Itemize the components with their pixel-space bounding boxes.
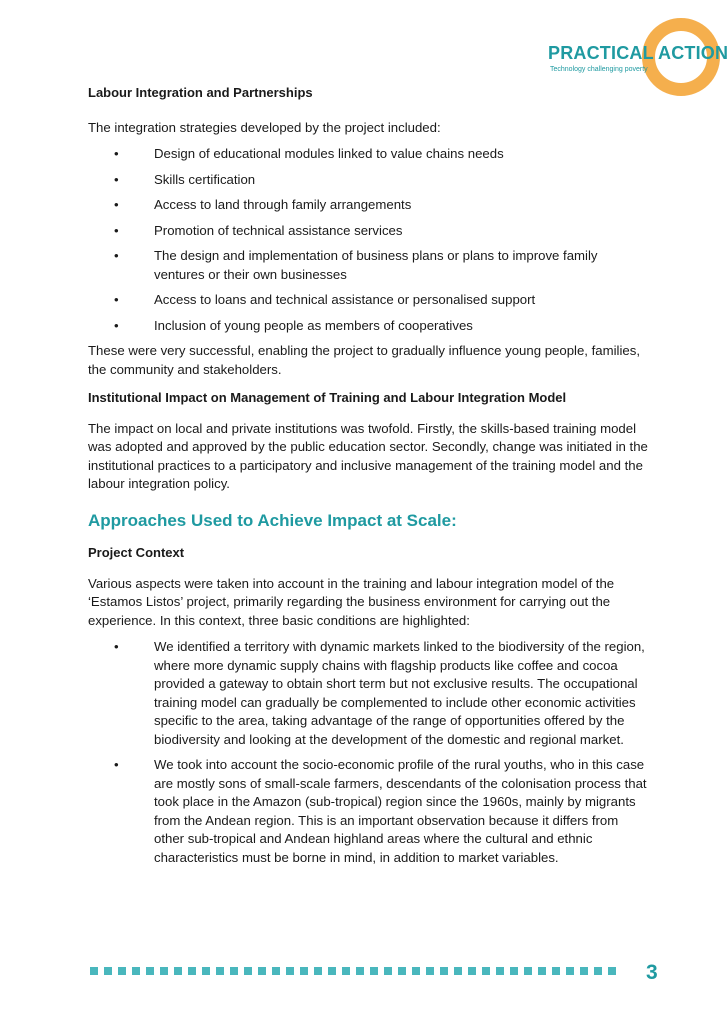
footer-square bbox=[328, 967, 336, 975]
footer-square bbox=[216, 967, 224, 975]
footer-square bbox=[440, 967, 448, 975]
list-item-text: We identified a territory with dynamic markets linked to the biodiversity of the region, where more dynamic supply chains with flagship products like coffee and cocoa provided a gateway to obtain short term but not exclusive results. The occupational training model can gradually be complemented to include other economic activities specific to the area, taking advantage of the range of opportunities offered by the biodiversity and looking at the development of the domestic and regional market. bbox=[154, 639, 645, 747]
footer-square bbox=[258, 967, 266, 975]
basic-conditions-list bbox=[88, 638, 648, 867]
bullet-icon: • bbox=[114, 317, 119, 333]
footer-square bbox=[566, 967, 574, 975]
section2-body: The impact on local and private institutions was twofold. Firstly, the skills-based training model was adopted and approved by the public education sector. Secondly, change was initiated in the institutional practices to a participatory and inclusive management of the training model and the labour integration policy. bbox=[88, 420, 648, 491]
list-item-text: Skills certification bbox=[154, 171, 256, 187]
footer-square bbox=[412, 967, 420, 975]
list-item bbox=[88, 222, 648, 241]
footer-square bbox=[118, 967, 126, 975]
footer-square bbox=[90, 967, 98, 975]
logo-title: PRACTICAL ACTION bbox=[548, 43, 728, 63]
bullet-icon: • bbox=[114, 757, 119, 772]
footer-square bbox=[146, 967, 154, 975]
list-item-text: Promotion of technical assistance services bbox=[154, 222, 403, 238]
heading-labour-integration: Labour Integration and Partnerships bbox=[88, 85, 313, 100]
footer-square bbox=[454, 967, 462, 975]
list-item bbox=[88, 291, 648, 310]
footer-square bbox=[132, 967, 140, 975]
integration-strategies-list bbox=[88, 145, 648, 335]
footer-square bbox=[370, 967, 378, 975]
footer-square bbox=[230, 967, 238, 975]
footer-square bbox=[510, 967, 518, 975]
footer-square bbox=[496, 967, 504, 975]
list-item bbox=[88, 317, 648, 336]
section1-outro: These were very successful, enabling the project to gradually influence young people, families, the community and stakeholders. bbox=[88, 343, 640, 377]
logo-tagline: Technology challenging poverty bbox=[550, 66, 648, 73]
page-number: 3 bbox=[646, 961, 658, 984]
footer-square bbox=[398, 967, 406, 975]
bullet-icon: • bbox=[114, 222, 119, 238]
footer-square bbox=[426, 967, 434, 975]
footer-square bbox=[468, 967, 476, 975]
footer-square bbox=[356, 967, 364, 975]
bullet-icon: • bbox=[114, 639, 119, 654]
footer-square bbox=[188, 967, 196, 975]
section3-intro: Various aspects were taken into account in the training and labour integration model of the ‘Estamos Listos’ project, primarily regarding the business environment for carrying out the experience. In this context, three basic conditions are highlighted: bbox=[88, 575, 615, 628]
list-item bbox=[88, 171, 648, 190]
page-content bbox=[88, 84, 648, 874]
footer-square bbox=[524, 967, 532, 975]
footer-square bbox=[580, 967, 588, 975]
list-item bbox=[88, 638, 648, 749]
footer-square bbox=[272, 967, 280, 975]
section1-intro: The integration strategies developed by the project included: bbox=[88, 119, 441, 135]
footer-square bbox=[538, 967, 546, 975]
footer-square bbox=[174, 967, 182, 975]
list-item-text: Design of educational modules linked to value chains needs bbox=[154, 146, 504, 161]
heading-project-context: Project Context bbox=[88, 545, 185, 560]
footer-square bbox=[104, 967, 112, 975]
list-item-text: Access to loans and technical assistance or personalised support bbox=[154, 292, 536, 307]
list-item bbox=[88, 196, 648, 215]
list-item-text: Access to land through family arrangements bbox=[154, 197, 412, 212]
bullet-icon: • bbox=[114, 248, 119, 263]
section-title-approaches: Approaches Used to Achieve Impact at Scale: bbox=[88, 510, 457, 530]
list-item-text: Inclusion of young people as members of cooperatives bbox=[154, 317, 473, 333]
practical-action-logo bbox=[544, 16, 728, 92]
footer-square bbox=[244, 967, 252, 975]
footer-square bbox=[314, 967, 322, 975]
footer-square bbox=[160, 967, 168, 975]
list-item bbox=[88, 145, 648, 164]
footer-square bbox=[384, 967, 392, 975]
footer-square bbox=[552, 967, 560, 975]
footer-square bbox=[342, 967, 350, 975]
list-item-text: We took into account the socio-economic profile of the rural youths, who in this case are mostly sons of small-scale farmers, descendants of the colonisation process that took place in the Amazon (sub-tropical) region since the 1960s, mainly by migrants from the Andean region. This is an important observation because it differs from other sub-tropical and Andean highland areas where the cultural and ethnic characteristics must be borne in mind, in addition to market variables. bbox=[154, 757, 647, 865]
footer-decoration bbox=[90, 967, 630, 975]
bullet-icon: • bbox=[114, 292, 119, 307]
list-item bbox=[88, 247, 648, 284]
heading-institutional-impact: Institutional Impact on Management of Training and Labour Integration Model bbox=[88, 390, 567, 405]
bullet-icon: • bbox=[114, 146, 119, 161]
bullet-icon: • bbox=[114, 171, 119, 187]
footer-square bbox=[482, 967, 490, 975]
bullet-icon: • bbox=[114, 197, 119, 212]
footer-square bbox=[594, 967, 602, 975]
list-item bbox=[88, 756, 648, 867]
footer-square bbox=[300, 967, 308, 975]
footer-square bbox=[286, 967, 294, 975]
footer-square bbox=[202, 967, 210, 975]
list-item-text: The design and implementation of business plans or plans to improve family ventures or their own businesses bbox=[154, 248, 598, 282]
footer-square bbox=[608, 967, 616, 975]
